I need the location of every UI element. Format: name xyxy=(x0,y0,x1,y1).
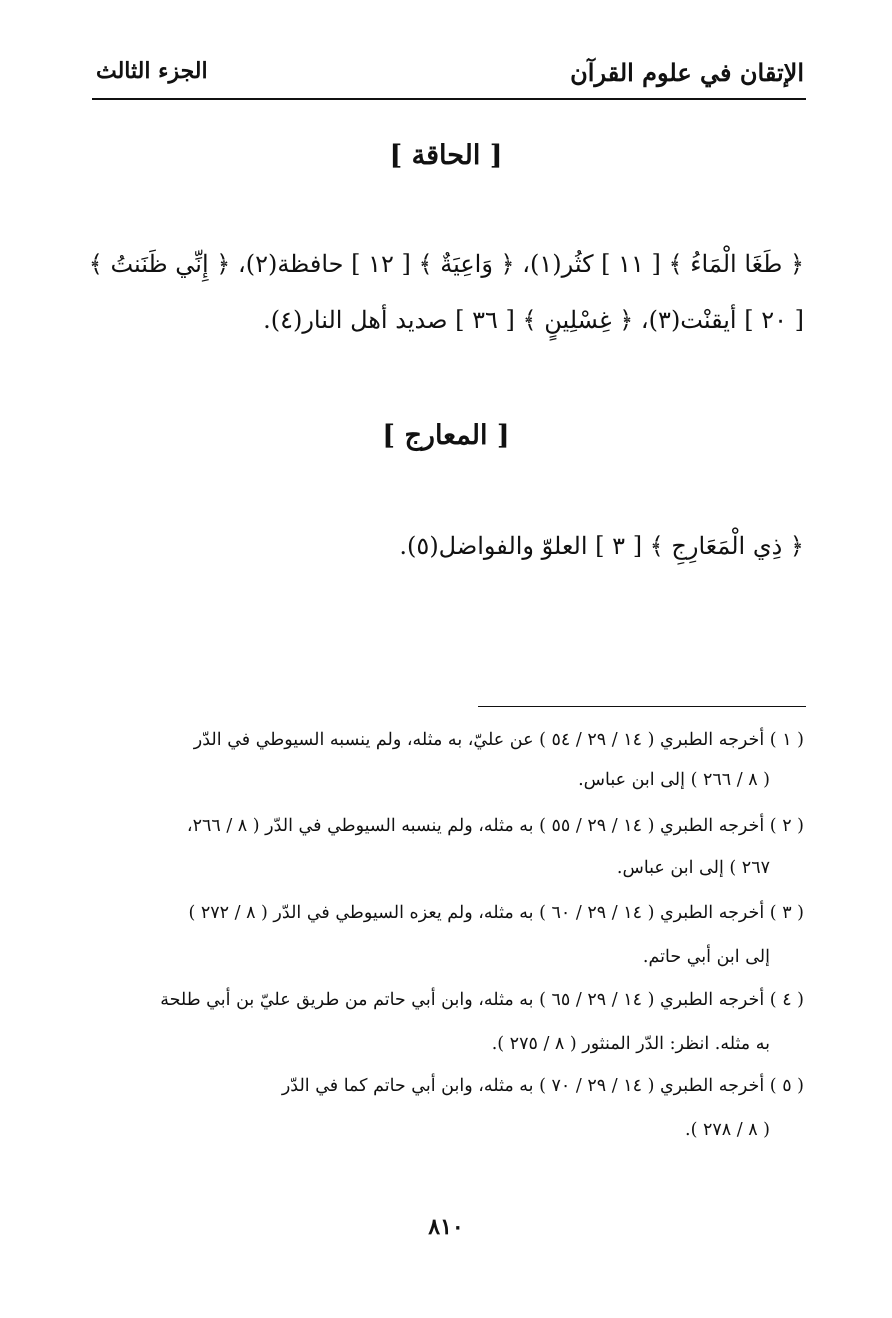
running-header-volume: الجزء الثالث xyxy=(96,58,208,84)
footnote-5-line-2: ( ٨ / ٢٧٨ ). xyxy=(685,1120,770,1140)
footnote-separator xyxy=(478,706,806,707)
footnote-3-line-2: إلى ابن أبي حاتم. xyxy=(642,947,770,967)
footnote-4-line-1: ( ٤ ) أخرجه الطبري ( ١٤ / ٢٩ / ٦٥ ) به مثله، وابن أبي حاتم من طريق عليّ بن أبي طلحة xyxy=(160,990,804,1010)
section-al-haqqa-line-1: ﴿ طَغَا الْمَاءُ ﴾ [ ١١ ] كثُر(١)، ﴿ وَاعِيَةٌ ﴾ [ ١٢ ] حافظة(٢)، ﴿ إِنِّي ظَنَنتُ ﴾ xyxy=(88,250,804,278)
footnote-2-line-1: ( ٢ ) أخرجه الطبري ( ١٤ / ٢٩ / ٥٥ ) به مثله، ولم ينسبه السيوطي في الدّر ( ٨ / ٢٦٦، xyxy=(186,816,804,836)
footnote-4-line-2: به مثله. انظر: الدّر المنثور ( ٨ / ٢٧٥ ). xyxy=(491,1034,770,1054)
section-al-haqqa-line-2: [ ٢٠ ] أيقنْت(٣)، ﴿ غِسْلِينٍ ﴾ [ ٣٦ ] صديد أهل النار(٤). xyxy=(263,306,804,334)
header-rule xyxy=(92,98,806,100)
section-title-al-maarij: [ المعارج ] xyxy=(382,420,510,451)
section-title-al-haqqa: [ الحاقة ] xyxy=(389,140,503,171)
footnote-1-line-2: ( ٨ / ٢٦٦ ) إلى ابن عباس. xyxy=(578,770,770,790)
page-number: ٨١٠ xyxy=(428,1214,464,1240)
running-header-book-title: الإتقان في علوم القرآن xyxy=(570,58,804,87)
footnote-1-line-1: ( ١ ) أخرجه الطبري ( ١٤ / ٢٩ / ٥٤ ) عن عليّ، به مثله، ولم ينسبه السيوطي في الدّر xyxy=(193,730,804,750)
footnote-2-line-2: ٢٦٧ ) إلى ابن عباس. xyxy=(616,858,770,878)
footnote-5-line-1: ( ٥ ) أخرجه الطبري ( ١٤ / ٢٩ / ٧٠ ) به مثله، وابن أبي حاتم كما في الدّر xyxy=(281,1076,804,1096)
section-al-maarij-line-1: ﴿ ذِي الْمَعَارِجِ ﴾ [ ٣ ] العلوّ والفواضل(٥). xyxy=(399,532,804,560)
footnote-3-line-1: ( ٣ ) أخرجه الطبري ( ١٤ / ٢٩ / ٦٠ ) به مثله، ولم يعزه السيوطي في الدّر ( ٨ / ٢٧٢ ) xyxy=(188,903,804,923)
